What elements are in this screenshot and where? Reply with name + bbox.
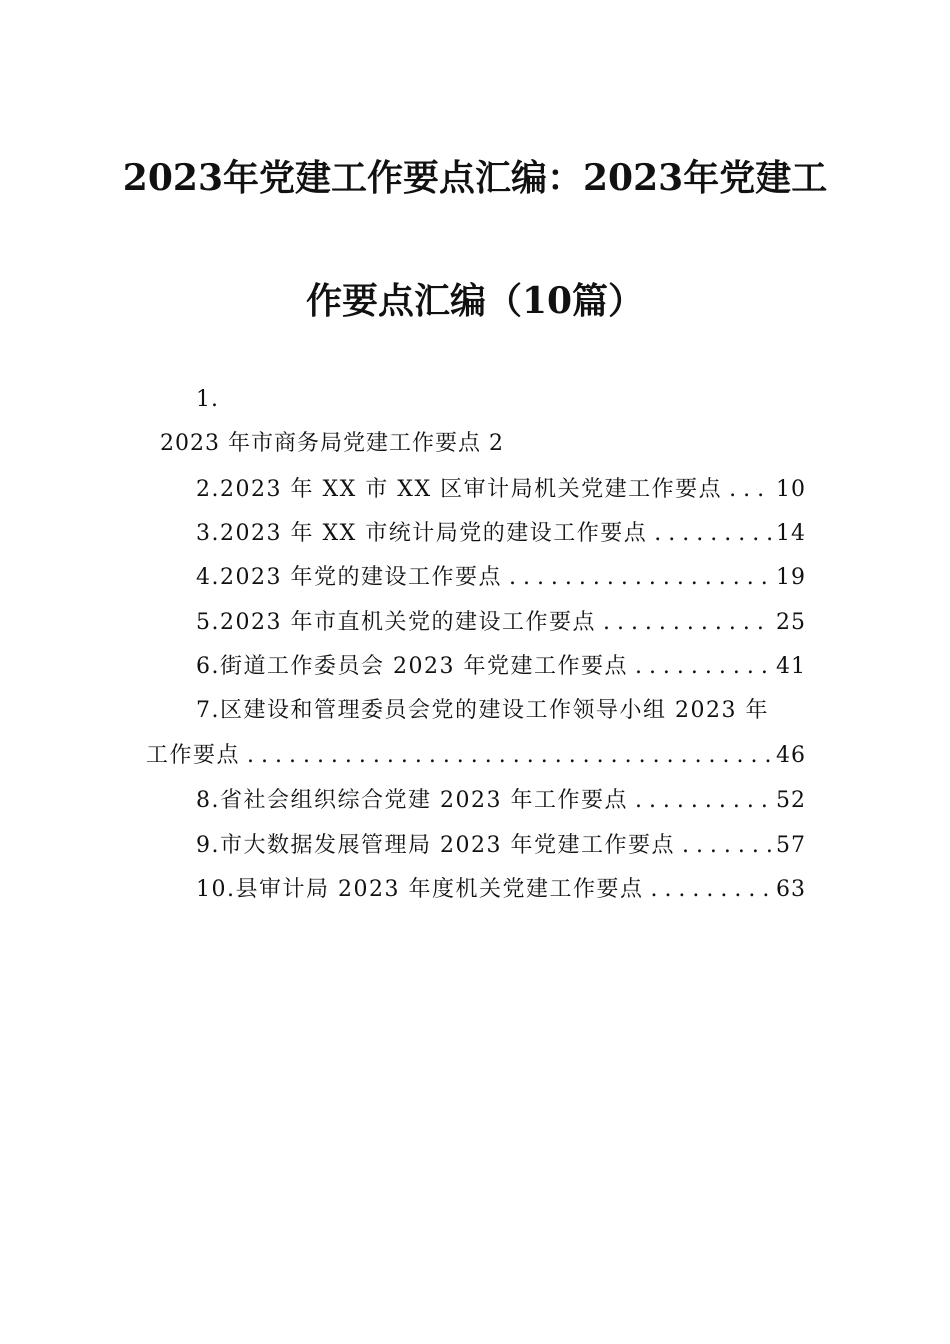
toc-page-number: 41 (773, 653, 806, 681)
toc-entry-7-line-1[interactable]: 7.区建设和管理委员会党的建设工作领导小组 2023 年 (196, 698, 769, 723)
toc-page-number: 57 (773, 832, 806, 860)
toc-entry-label: 3.2023 年 XX 市统计局党的建设工作要点 (196, 521, 648, 546)
document-title-line-2: 作要点汇编（10篇） (305, 280, 645, 322)
toc-entry-label: 8.省社会组织综合党建 2023 年工作要点 (196, 788, 628, 813)
toc-entry-7-line-2[interactable] (146, 742, 806, 772)
toc-entry-5[interactable] (196, 609, 806, 639)
toc-entry-9[interactable] (196, 832, 806, 862)
toc-item-1-text[interactable]: 2023 年市商务局党建工作要点 2 (160, 431, 504, 456)
toc-page-number: 25 (773, 609, 806, 637)
document-title-line-1: 2023年党建工作要点汇编：2023年党建工 (122, 157, 828, 199)
toc-entry-label: 工作要点 (146, 743, 241, 768)
toc-page-number: 10 (773, 476, 806, 504)
toc-entry-label: 5.2023 年市直机关党的建设工作要点 (196, 610, 596, 635)
toc-entry-6[interactable] (196, 653, 806, 683)
toc-page-number: 14 (773, 520, 806, 548)
toc-page-number: 46 (773, 742, 806, 770)
toc-entry-label: 10.县审计局 2023 年度机关党建工作要点 (196, 877, 644, 902)
toc-item-1-number: 1. (196, 387, 219, 412)
toc-entry-4[interactable] (196, 564, 806, 594)
toc-page-number: 52 (773, 787, 806, 815)
toc-entry-label: 2.2023 年 XX 市 XX 区审计局机关党建工作要点 (196, 477, 723, 502)
toc-entry-label: 6.街道工作委员会 2023 年党建工作要点 (196, 654, 628, 679)
toc-page-number: 63 (773, 876, 806, 904)
toc-entry-10[interactable] (196, 876, 806, 906)
toc-page-number: 19 (773, 564, 806, 592)
toc-entry-2[interactable] (196, 476, 806, 506)
toc-entry-label: 9.市大数据发展管理局 2023 年党建工作要点 (196, 833, 675, 858)
toc-entry-label: 4.2023 年党的建设工作要点 (196, 565, 502, 590)
toc-entry-8[interactable] (196, 787, 806, 817)
toc-entry-3[interactable] (196, 520, 806, 550)
